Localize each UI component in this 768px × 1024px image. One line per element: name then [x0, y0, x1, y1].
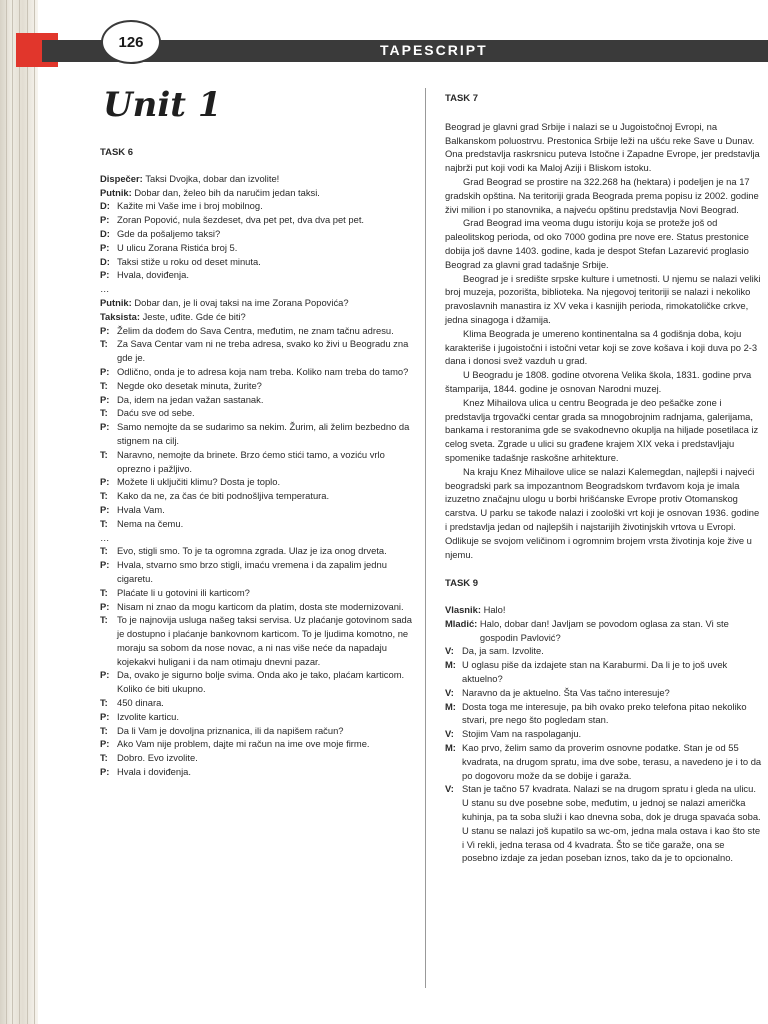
- dialogue-text: Jeste, uđite. Gde će biti?: [142, 310, 246, 322]
- dialogue-text: 450 dinara.: [117, 697, 164, 709]
- speaker-label: T:: [100, 490, 108, 502]
- speaker-label: T:: [100, 517, 108, 529]
- dialogue-text: Za Sava Centar vam ni ne treba adresa, svako ko živi u Beogradu zna gde je.: [117, 338, 409, 364]
- dialogue-line: [445, 617, 763, 645]
- dialogue-text: Daću sve od sebe.: [117, 407, 195, 419]
- speaker-label: P:: [100, 710, 110, 722]
- dialogue-line: [100, 337, 412, 365]
- dialogue-line: [100, 324, 412, 338]
- left-column: [100, 146, 412, 779]
- dialogue-line: [100, 365, 412, 379]
- dialogue-text: Hvala Vam.: [117, 503, 165, 515]
- dialogue-text: Negde oko desetak minuta, žurite?: [117, 379, 262, 391]
- dialogue-line: [445, 658, 763, 686]
- speaker-label: P:: [100, 421, 110, 433]
- task6-dialogue: [100, 172, 412, 779]
- speaker-label: P:: [100, 503, 110, 515]
- speaker-label: D:: [100, 227, 110, 239]
- dialogue-text: Dobar dan, želeo bih da naručim jedan taksi.: [134, 186, 320, 198]
- dialogue-line: [100, 751, 412, 765]
- dialogue-line: [100, 213, 412, 227]
- dialogue-text: Izvolite karticu.: [117, 710, 179, 722]
- speaker-label: T:: [100, 407, 108, 419]
- speaker-label: V:: [445, 783, 454, 795]
- page-number-badge: 126: [101, 20, 161, 64]
- dialogue-line: [100, 765, 412, 779]
- dialogue-line: [100, 489, 412, 503]
- speaker-label: Taksista:: [100, 310, 143, 322]
- speaker-label: T:: [100, 614, 108, 626]
- dialogue-line: [100, 186, 412, 200]
- dialogue-text: Nisam ni znao da mogu karticom da platim, dosta ste modernizovani.: [117, 600, 404, 612]
- dialogue-line: [100, 420, 412, 448]
- dialogue-text: Dobro. Evo izvolite.: [117, 752, 198, 764]
- dialogue-text: Želim da dođem do Sava Centra, međutim, ne znam tačnu adresu.: [117, 324, 394, 336]
- dialogue-line: [445, 727, 763, 741]
- dialogue-line: [100, 448, 412, 476]
- speaker-label: T:: [100, 448, 108, 460]
- dialogue-line: [100, 696, 412, 710]
- dialogue-text: Stojim Vam na raspolaganju.: [462, 728, 582, 740]
- dialogue-text: Plaćate li u gotovini ili karticom?: [117, 586, 250, 598]
- task9-heading: TASK 9: [445, 578, 479, 590]
- speaker-label: Vlasnik:: [445, 604, 484, 616]
- unit-title: Unit 1: [103, 85, 222, 125]
- dialogue-line: [445, 700, 763, 728]
- task7-heading: TASK 7: [445, 93, 479, 104]
- dialogue-line: [445, 741, 763, 782]
- dialogue-text: Taksi Dvojka, dobar dan izvolite!: [145, 172, 280, 184]
- speaker-label: Mladić:: [445, 617, 480, 629]
- speaker-label: P:: [100, 324, 110, 336]
- dialogue-text: Kao prvo, želim samo da proverim osnovne podatke. Stan je od 55 kvadrata, na drugom spratu, ima dve sobe, terasu, a navedeno je i to da po dogovoru može da se dobije i garaža.: [462, 742, 762, 781]
- dialogue-text: Da li Vam je dovoljna priznanica, ili da napišem račun?: [117, 724, 344, 736]
- speaker-label: P:: [100, 241, 110, 253]
- dialogue-line: [100, 517, 412, 531]
- speaker-label: P:: [100, 559, 110, 571]
- dialogue-line: [100, 379, 412, 393]
- dialogue-text: Da, ovako je sigurno bolje svima. Onda ako je tako, plaćam karticom. Koliko će biti ukupno.: [117, 669, 405, 695]
- speaker-label: T:: [100, 752, 108, 764]
- dialogue-text: Odlično, onda je to adresa koja nam treba. Koliko nam treba do tamo?: [117, 365, 409, 377]
- dialogue-line: [100, 393, 412, 407]
- task7-paragraph: Grad Beograd ima veoma dugu istoriju koja se proteže još od paleolitskog perioda, od oko 7000 godina pre nove ere. Status prestonice dobija još davne 1403. godine, kada je despot Stefan Lazarević proglasio Beograd za glavni grad tadašnje Srbije.: [445, 217, 749, 270]
- dialogue-line: [100, 558, 412, 586]
- dialogue-line: [100, 600, 412, 614]
- dialogue-text: Možete li uključiti klimu? Dosta je toplo.: [117, 476, 281, 488]
- dialogue-text: Halo!: [483, 604, 506, 616]
- dialogue-text: To je najnovija usluga našeg taksi servisa. Uz plaćanje gotovinom sada je dostupno i plaćanje bankovnom karticom. To je ljudima komotno, ne moraju sa sobom da nose novac, a ni nas više neće da napadaju kojekakvi huligani i da nam otimaju dnevni pazar.: [117, 614, 412, 667]
- speaker-label: P:: [100, 393, 110, 405]
- task7-paragraph: Beograd je i središte srpske kulture i umetnosti. U njemu se nalazi veliki broj muzeja, pozorišta, biblioteka. Na njegovoj teritoriji se nalazi i nekoliko pravoslavnih manastira iz XV veka i kasnijih perioda, rimokatoličke crkve, jedna sinagoga i džamija.: [445, 272, 761, 325]
- dialogue-line: [445, 644, 763, 658]
- task7-paragraph: Klima Beograda je umereno kontinentalna sa 4 godišnja doba, koju karakteriše i jugoistočni i istočni vetar koji se zove košava i koji duva po 2-3 dana i donosi svež vazduh u grad.: [445, 327, 758, 367]
- speaker-label: T:: [100, 545, 108, 557]
- task7-paragraph: Na kraju Knez Mihailove ulice se nalazi Kalemegdan, najlepši i najveći beogradski park sa impozantnom Beogradskom tvrđavom koja je imala izuzetno značajnu ulogu u borbi hrišćanske Evrope protiv Otomanskog carstva. U parku se takođe nalazi i zoološki vrt koji je osnovan 1936. godine i predstavlja jedan od najlepših i najstarijih životinjskih vrtova u Evropi. Odlikuje se svojom veličinom i ogromnim brojem vrsta životinja koje žive u njemu.: [445, 465, 760, 560]
- speaker-label: M:: [445, 700, 456, 712]
- dialogue-line: [100, 475, 412, 489]
- dialogue-text: U oglasu piše da izdajete stan na Karaburmi. Da li je to još uvek aktuelno?: [462, 659, 728, 685]
- speaker-label: V:: [445, 645, 454, 657]
- task7-paragraph: U Beogradu je 1808. godine otvorena Velika škola, 1831. godine prva štamparija, 1844. godine je osnovan Narodni muzej.: [445, 369, 752, 394]
- dialogue-line: [100, 668, 412, 696]
- speaker-label: T:: [100, 697, 108, 709]
- speaker-label: M:: [445, 659, 456, 671]
- dialogue-text: Ako Vam nije problem, dajte mi račun na ime ove moje firme.: [117, 738, 370, 750]
- dialogue-text: Kako da ne, za čas će biti podnošljiva temperatura.: [117, 490, 330, 502]
- dialogue-line: [100, 255, 412, 269]
- dialogue-text: Naravno da je aktuelno. Šta Vas tačno interesuje?: [462, 686, 670, 698]
- speaker-label: P:: [100, 476, 110, 488]
- dialogue-text: Kažite mi Vaše ime i broj mobilnog.: [117, 200, 263, 212]
- dialogue-line: [100, 227, 412, 241]
- book-page-edge: [0, 0, 38, 1024]
- dialogue-text: Dobar dan, je li ovaj taksi na ime Zorana Popovića?: [134, 296, 349, 308]
- speaker-label: P:: [100, 766, 110, 778]
- dialogue-line: [100, 613, 412, 668]
- dialogue-line: [100, 268, 412, 282]
- task6-heading: TASK 6: [100, 147, 134, 158]
- speaker-label: Putnik:: [100, 186, 135, 198]
- dialogue-line: [100, 710, 412, 724]
- dialogue-line: [100, 241, 412, 255]
- speaker-label: V:: [445, 728, 454, 740]
- dialogue-text: Stan je tačno 57 kvadrata. Nalazi se na drugom spratu i gleda na ulicu. U stanu su dve posebne sobe, međutim, u jednoj se nalazi američka kuhinja, pa ta soba služi i kao dnevna soba, dok je druga spavaća soba. U stanu se nalazi još kupatilo sa wc-om, jedna mala ostava i kao što ste i Vi rekli, jedna terasa od 4 kvadrata. Što se tiče garaže, ona se posebno izdaje za jedan poseban iznos, tako da je to opcionalno.: [462, 783, 761, 864]
- dialogue-line: [445, 686, 763, 700]
- dialogue-text: Nema na čemu.: [117, 517, 184, 529]
- task7-text: [445, 120, 763, 562]
- dialogue-text: Hvala i doviđenja.: [117, 766, 192, 778]
- task7-paragraph: Beograd je glavni grad Srbije i nalazi se u Jugoistočnoj Evropi, na Balkanskom poluostrvu. Prestonica Srbije leži na ušću reke Save u Dunav. Ona predstavlja raskrsnicu puteva Istočne i Zapadne Evrope, jer predstavlja najbrži put koji vodi ka Maloj Aziji i Bliskom istoku.: [445, 120, 760, 174]
- speaker-label: V:: [445, 686, 454, 698]
- speaker-label: D:: [100, 200, 110, 212]
- speaker-label: Dispečer:: [100, 172, 146, 184]
- dialogue-line: [100, 310, 412, 324]
- dialogue-text: Dosta toga me interesuje, pa bih ovako preko telefona pitao nekoliko stvari, pre nego što pogledam stan.: [462, 700, 747, 726]
- dialogue-text: Samo nemojte da se sudarimo sa nekim. Žurim, ali želim bezbedno da stignem na cilj.: [117, 421, 410, 446]
- dialogue-text: Naravno, nemojte da brinete. Brzo ćemo stići tamo, a voziću vrlo oprezno i pažljivo.: [117, 448, 385, 474]
- dialogue-line: [100, 199, 412, 213]
- task7-paragraph: Grad Beograd se prostire na 322.268 ha (hektara) i podeljen je na 17 gradskih opština. Na teritoriji grada Beograda prema popisu iz 2002. godine živi milion i po stanovnika, a najveću opštinu predstavlja Novi Beograd.: [445, 175, 759, 215]
- dialogue-text: U ulicu Zorana Ristića broj 5.: [117, 241, 238, 253]
- dialogue-line: [100, 586, 412, 600]
- speaker-label: P:: [100, 669, 110, 681]
- dialogue-line: [100, 724, 412, 738]
- speaker-label: P:: [100, 738, 110, 750]
- dialogue-line: [445, 782, 763, 865]
- dialogue-line: [100, 406, 412, 420]
- dialogue-line: [100, 296, 412, 310]
- dialogue-text: Da, idem na jedan važan sastanak.: [117, 393, 264, 405]
- task7-paragraph: Knez Mihailova ulica u centru Beograda je deo pešačke zone i predstavlja trgovački centar grada sa mnogobrojnim radnjama, galerijama, bankama i restoranima gde se svakodnevno okuplja na hiljade posetilaca iz celog sveta. Zgrade u ulici su građene krajem XIX veka i predstavljaju spomenike tadašnje raskošne arhitekture.: [445, 396, 759, 463]
- speaker-label: M:: [445, 742, 456, 754]
- dialogue-text: Da, ja sam. Izvolite.: [462, 645, 544, 657]
- column-divider: [425, 88, 426, 988]
- dialogue-text: Hvala, stvarno smo brzo stigli, imaću vremena i da zapalim jednu cigaretu.: [117, 559, 387, 584]
- speaker-label: P:: [100, 269, 110, 281]
- dialogue-line: [100, 503, 412, 517]
- speaker-label: D:: [100, 255, 110, 267]
- dialogue-text: Gde da pošaljemo taksi?: [117, 227, 221, 239]
- speaker-label: P:: [100, 365, 110, 377]
- dialogue-line: [100, 737, 412, 751]
- dialogue-text: Evo, stigli smo. To je ta ogromna zgrada. Ulaz je iza onog drveta.: [117, 545, 387, 557]
- dialogue-line: [445, 603, 763, 617]
- dialogue-text: Halo, dobar dan! Javljam se povodom oglasa za stan. Vi ste gospodin Pavlović?: [479, 617, 729, 643]
- dialogue-line: [100, 544, 412, 558]
- page-header-title: TAPESCRIPT: [380, 42, 488, 58]
- dialogue-break: …: [100, 531, 110, 543]
- speaker-label: T:: [100, 586, 108, 598]
- dialogue-text: Hvala, doviđenja.: [117, 269, 189, 281]
- task9-dialogue: [445, 603, 763, 865]
- speaker-label: Putnik:: [100, 296, 135, 308]
- dialogue-line: [100, 172, 412, 186]
- speaker-label: T:: [100, 724, 108, 736]
- dialogue-break: …: [100, 283, 110, 295]
- speaker-label: T:: [100, 379, 108, 391]
- right-column: [445, 92, 763, 865]
- speaker-label: T:: [100, 338, 108, 350]
- speaker-label: P:: [100, 214, 110, 226]
- dialogue-text: Zoran Popović, nula šezdeset, dva pet pet, dva dva pet pet.: [117, 214, 365, 226]
- speaker-label: P:: [100, 600, 110, 612]
- dialogue-text: Taksi stiže u roku od deset minuta.: [117, 255, 261, 267]
